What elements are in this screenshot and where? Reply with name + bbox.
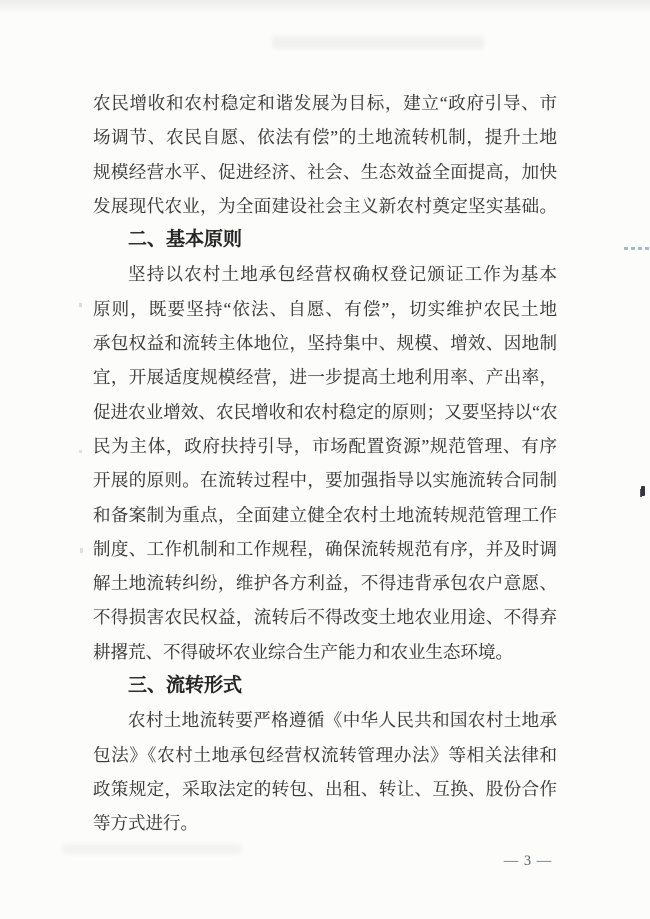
body-line: 规模经营水平、促进经济、社会、生态效益全面提高，加快 bbox=[93, 161, 557, 182]
body-line: 民为主体，政府扶持引导，市场配置资源”规范管理、有序 bbox=[93, 435, 557, 456]
body-line: 等方式进行。 bbox=[93, 813, 198, 834]
body-line: 政策规定，采取法定的转包、出租、转让、互换、股份合作 bbox=[93, 778, 557, 799]
body-line: 包法》《农村土地承包经营权流转管理办法》等相关法律和 bbox=[93, 744, 557, 765]
body-line: 开展的原则。在流转过程中，要加强指导以实施流转合同制 bbox=[93, 470, 557, 491]
scan-artifact-dark-speck bbox=[641, 486, 645, 496]
faint-smudge-bottom bbox=[62, 844, 242, 854]
section-heading-basic-principles: 二、基本原则 bbox=[128, 229, 243, 251]
body-line: 宜，开展适度规模经营，进一步提高土地利用率、产出率， bbox=[93, 367, 557, 388]
scan-artifact-left-speck bbox=[80, 548, 83, 553]
document-text-block bbox=[93, 86, 557, 841]
scan-artifact-left-speck bbox=[79, 303, 82, 307]
scan-artifact-blue-dashes bbox=[624, 247, 649, 250]
scan-artifact-left-speck bbox=[79, 450, 82, 453]
body-line: 促进农业增效、农民增收和农村稳定的原则；又要坚持以“农 bbox=[93, 401, 557, 422]
body-line: 解土地流转纠纷，维护各方利益，不得违背承包农户意愿、 bbox=[93, 573, 557, 594]
body-line: 制度、工作机制和工作规程，确保流转规范有序，并及时调 bbox=[93, 538, 557, 559]
page-number: — 3 — bbox=[503, 853, 553, 869]
body-line: 耕撂荒、不得破坏农业综合生产能力和农业生态环境。 bbox=[93, 641, 513, 662]
body-line: 承包权益和流转主体地位，坚持集中、规模、增效、因地制 bbox=[93, 333, 557, 354]
body-line: 原则，既要坚持“依法、自愿、有偿”，切实维护农民土地 bbox=[93, 298, 557, 319]
body-line: 和备案制为重点，全面建立健全农村土地流转规范管理工作 bbox=[93, 504, 557, 525]
faint-watermark-top bbox=[272, 36, 484, 49]
section-heading-transfer-forms: 三、流转形式 bbox=[128, 675, 243, 697]
body-line: 不得损害农民权益，流转后不得改变土地农业用途、不得弃 bbox=[93, 607, 557, 628]
scan-edge-band bbox=[0, 0, 650, 13]
body-line: 农民增收和农村稳定和谐发展为目标，建立“政府引导、市 bbox=[93, 93, 557, 113]
body-line: 发展现代农业，为全面建设社会主义新农村奠定坚实基础。 bbox=[93, 195, 557, 216]
body-line: 坚持以农村土地承包经营权确权登记颁证工作为基本 bbox=[128, 264, 557, 285]
body-line: 场调节、农民自愿、依法有偿”的土地流转机制，提升土地 bbox=[93, 127, 557, 148]
body-line: 农村土地流转要严格遵循《中华人民共和国农村土地承 bbox=[128, 710, 557, 731]
